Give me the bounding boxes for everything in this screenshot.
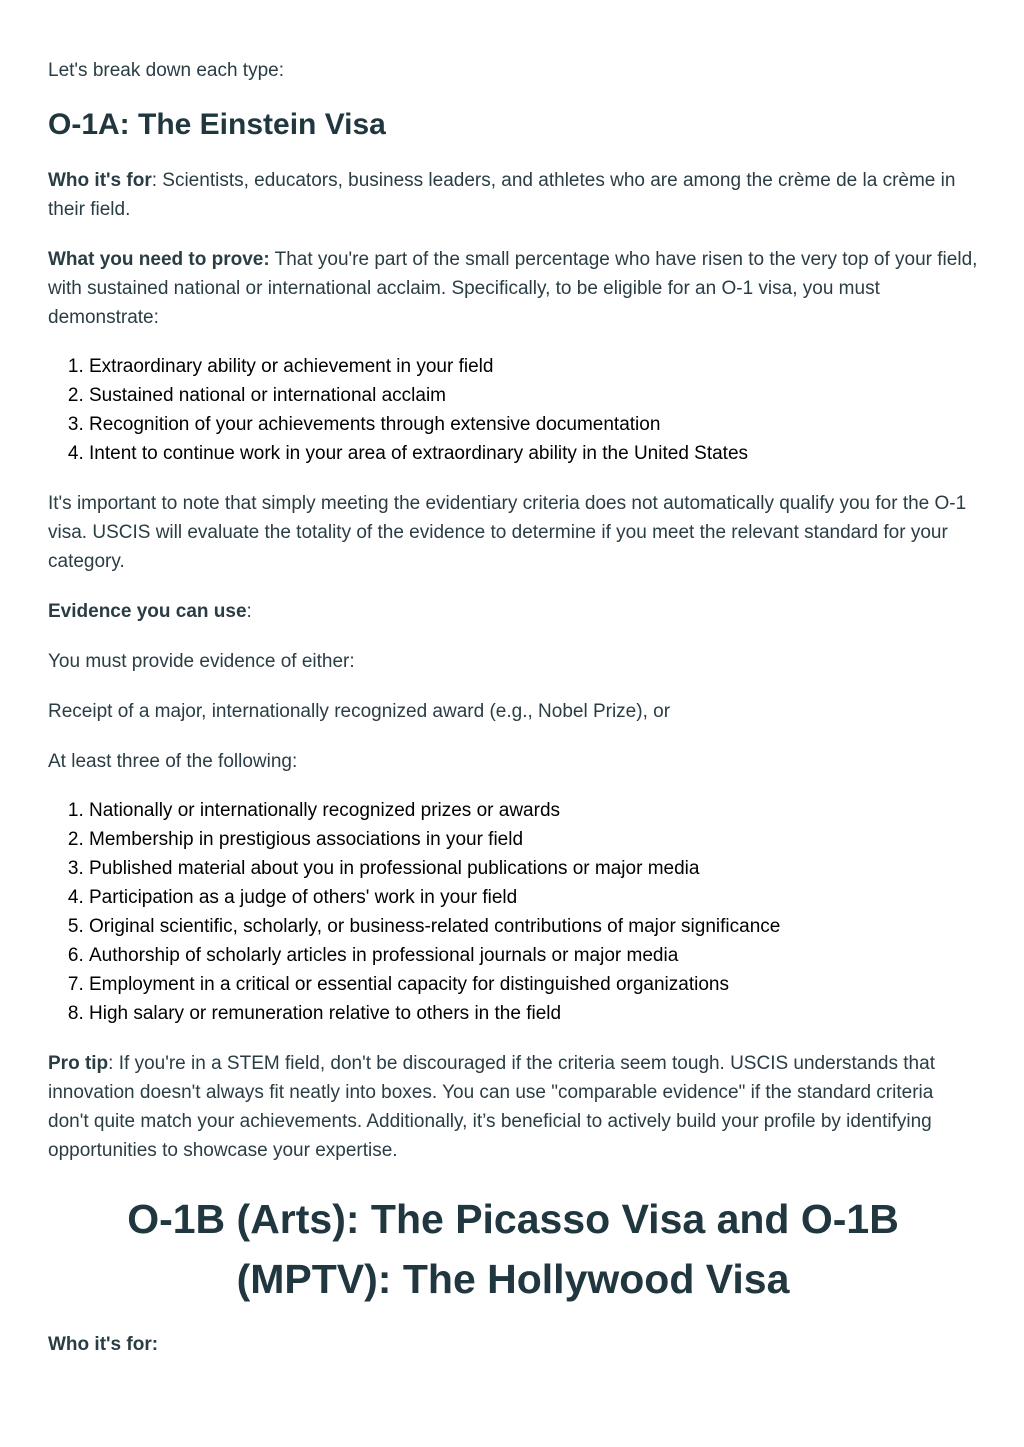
criteria-list xyxy=(48,796,978,1028)
list-item: 2. Membership in prestigious associations in your field xyxy=(89,825,978,854)
o1a-heading: O-1A: The Einstein Visa xyxy=(48,108,386,141)
o1b-who-label: Who it's for: xyxy=(48,1334,159,1355)
evidence-colon: : xyxy=(246,601,252,622)
list-item: 1. Extraordinary ability or achievement in your field xyxy=(89,352,978,381)
evidence-label: Evidence you can use xyxy=(48,601,247,622)
list-item: 3. Recognition of your achievements through extensive documentation xyxy=(89,410,978,439)
pro-tip-paragraph xyxy=(48,1049,978,1165)
list-item: 1. Nationally or internationally recognized prizes or awards xyxy=(89,796,978,825)
three-text: At least three of the following: xyxy=(48,751,298,772)
o1a-who-text: : Scientists, educators, business leaders, and athletes who are among the crème de la crème in their field. xyxy=(48,170,956,220)
list-item: 7. Employment in a critical or essential capacity for distinguished organizations xyxy=(89,970,978,999)
pro-tip-text: : If you're in a STEM field, don't be discouraged if the criteria seem tough. USCIS understands that innovation doesn't always fit neatly into boxes. You can use "comparable evidence" if the standard criteria don't quite match your achievements. Additionally, it’s beneficial to actively build your profile by identifying opportunities to showcase your expertise. xyxy=(48,1053,935,1161)
o1a-prove-text: That you're part of the small percentage who have risen to the very top of your field, with sustained national or international acclaim. Specifically, to be eligible for an O-1 visa, you must demonstrate: xyxy=(48,249,978,328)
award-text: Receipt of a major, internationally recognized award (e.g., Nobel Prize), or xyxy=(48,701,671,722)
list-item: 5. Original scientific, scholarly, or business-related contributions of major significance xyxy=(89,912,978,941)
requirements-list xyxy=(48,352,978,468)
list-item: 2. Sustained national or international acclaim xyxy=(89,381,978,410)
article xyxy=(48,0,978,1359)
o1a-prove-paragraph xyxy=(48,245,978,332)
list-item: 8. High salary or remuneration relative to others in the field xyxy=(89,999,978,1028)
o1a-note: It's important to note that simply meeting the evidentiary criteria does not automatically qualify you for the O-1 visa. USCIS will evaluate the totality of the evidence to determine if you meet the relevant standard for your category. xyxy=(48,493,967,572)
intro-text: Let's break down each type: xyxy=(48,60,284,81)
evidence-paragraph xyxy=(48,597,978,626)
list-item: 4. Participation as a judge of others' work in your field xyxy=(89,883,978,912)
list-item: 6. Authorship of scholarly articles in professional journals or major media xyxy=(89,941,978,970)
either-text: You must provide evidence of either: xyxy=(48,651,355,672)
o1a-who-paragraph xyxy=(48,166,978,224)
list-item: 4. Intent to continue work in your area of extraordinary ability in the United States xyxy=(89,439,978,468)
o1a-who-label: Who it's for xyxy=(48,170,152,191)
o1a-prove-label: What you need to prove: xyxy=(48,249,270,270)
o1b-heading: O-1B (Arts): The Picasso Visa and O-1B (MPTV): The Hollywood Visa xyxy=(127,1196,899,1302)
pro-tip-label: Pro tip xyxy=(48,1053,109,1074)
list-item: 3. Published material about you in professional publications or major media xyxy=(89,854,978,883)
